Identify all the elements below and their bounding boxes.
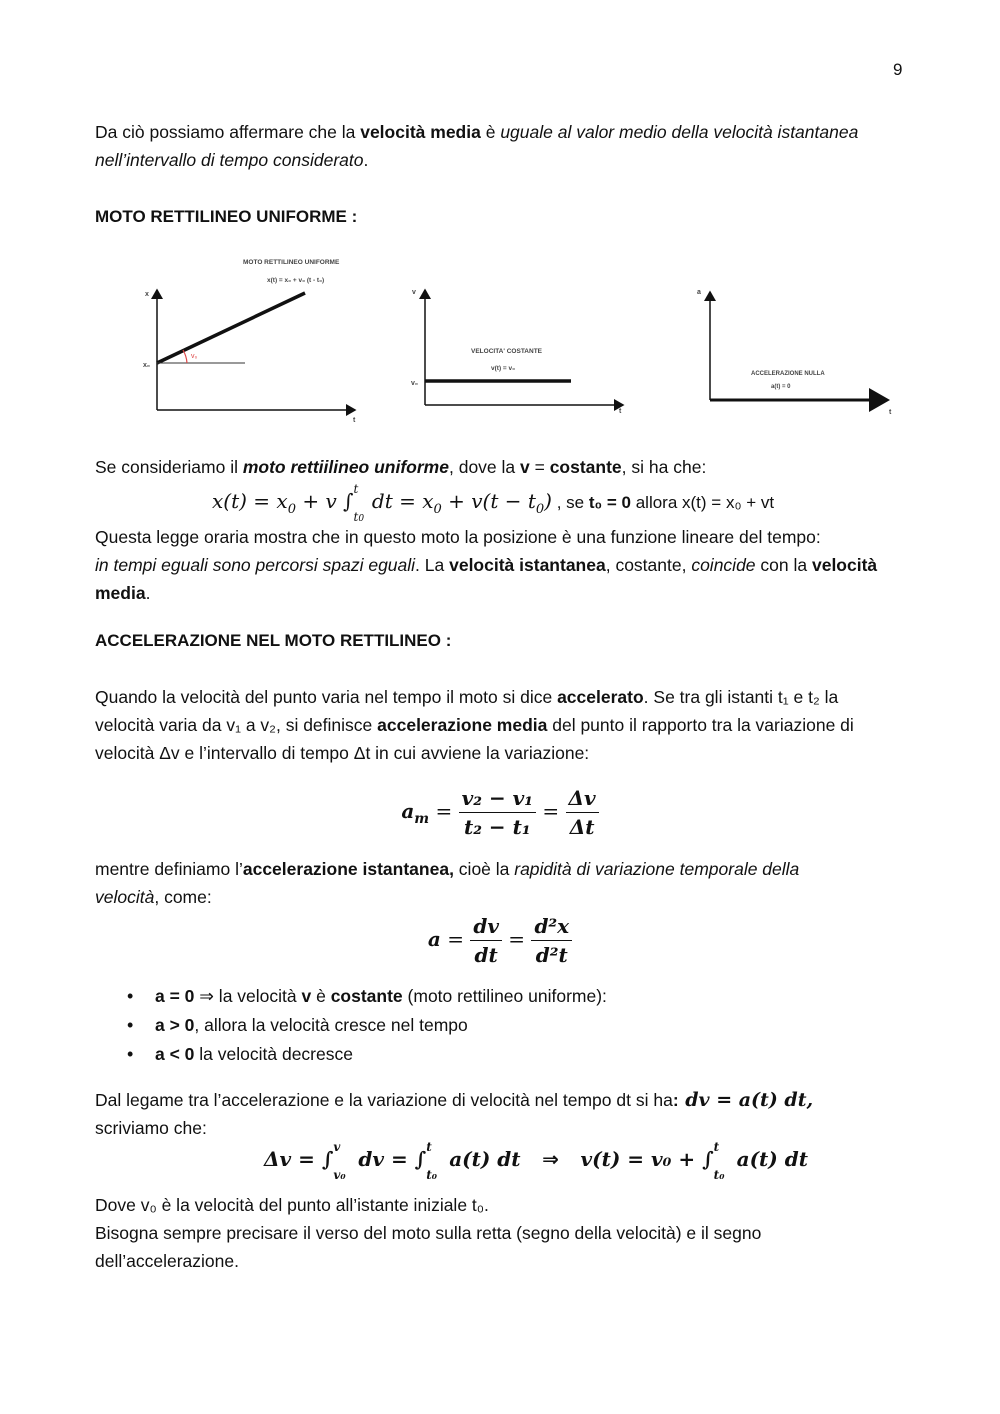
math-run: Δv = ∫ xyxy=(264,1147,334,1171)
text-run: ⇒ la velocità xyxy=(194,986,302,1006)
integral-upper-limit: v xyxy=(333,1140,341,1154)
bold-run: a > 0 xyxy=(155,1015,195,1035)
math-run: = xyxy=(501,926,532,951)
acceleration-time-graph xyxy=(697,289,892,416)
position-law-equation xyxy=(212,482,932,525)
graph2-title: VELOCITA' COSTANTE xyxy=(471,348,542,355)
page-number: 9 xyxy=(893,60,903,79)
bold-run: accelerazione media xyxy=(377,715,548,735)
graph2-formula: v(t) = v₀ xyxy=(491,365,516,372)
math-run: x(t) = x xyxy=(212,489,288,513)
math-run: = xyxy=(536,798,566,823)
italic-run: nell’intervallo di tempo considerato xyxy=(95,150,364,170)
implies-arrow-icon: ⇒ xyxy=(542,1147,559,1171)
text-run: , se xyxy=(551,493,589,512)
graph3-formula: a(t) = 0 xyxy=(771,384,791,390)
text-run: , costante, xyxy=(605,555,692,575)
section-heading-acceleration: ACCELERAZIONE NEL MOTO RETTILINEO : xyxy=(95,631,452,650)
math-sub: 0 xyxy=(535,502,545,517)
italic-run: rapidità di variazione temporale della xyxy=(514,859,800,879)
integral-upper-limit: t xyxy=(426,1140,432,1154)
list-item xyxy=(95,982,915,1011)
graph1-start-label: x₀ xyxy=(143,362,151,369)
bold-run: a = 0 xyxy=(155,986,195,1006)
math-sub: 0 xyxy=(358,514,365,524)
fraction xyxy=(459,784,536,841)
text-run: Se consideriamo il xyxy=(95,457,243,477)
text-run: Da ciò possiamo affermare che la xyxy=(95,122,361,142)
bold-run: v xyxy=(301,986,312,1006)
bold-run: t₀ = 0 xyxy=(588,493,631,512)
integral-lower-limit: v₀ xyxy=(333,1168,346,1182)
graph3-y-label: a xyxy=(697,289,701,296)
text-run: , si ha che: xyxy=(621,457,707,477)
text-run: , dove la xyxy=(448,457,521,477)
average-acceleration-equation xyxy=(0,784,1000,841)
text-run: con la xyxy=(755,555,812,575)
fraction xyxy=(566,784,599,841)
position-line xyxy=(157,293,305,363)
bold-run: a < 0 xyxy=(155,1044,195,1064)
text-run: . Se tra gli istanti t₁ e t₂ la xyxy=(643,687,839,707)
integral-upper-limit: t xyxy=(353,482,359,496)
text-run: è xyxy=(311,986,331,1006)
math-run: + v ∫ xyxy=(295,489,354,513)
text-run: = xyxy=(529,457,550,477)
numerator: Δv xyxy=(566,784,599,813)
bold-run: velocità media xyxy=(360,122,481,142)
closing-paragraph xyxy=(95,1191,915,1275)
text-run: Quando la velocità del punto varia nel tempo il moto si dice xyxy=(95,687,558,707)
numerator: d²x xyxy=(531,912,572,941)
velocity-integral-equation xyxy=(264,1140,808,1182)
math-run: dv = ∫ xyxy=(351,1147,427,1171)
graph1-x-label: t xyxy=(353,417,356,424)
integral-lower-limit: t₀ xyxy=(713,1168,725,1182)
denominator: Δt xyxy=(569,815,595,839)
text-run: . xyxy=(145,583,151,603)
list-item xyxy=(95,1040,915,1069)
integral-upper-limit: t xyxy=(713,1140,720,1154)
text-run: , come: xyxy=(154,887,212,907)
bold-run: velocità istantanea xyxy=(449,555,606,575)
graph2-level-label: v₀ xyxy=(411,380,419,387)
section-heading-uniform-motion: MOTO RETTILINEO UNIFORME : xyxy=(95,207,358,226)
graph2-x-label: t xyxy=(619,408,622,415)
math-run: a xyxy=(401,798,415,823)
graph2-y-label: v xyxy=(412,289,416,296)
text-run: del punto il rapporto tra la variazione di xyxy=(547,715,854,735)
uniform-motion-explanation xyxy=(95,523,915,607)
position-time-graph xyxy=(143,259,356,424)
text-run: cioè la xyxy=(453,859,515,879)
text-run: Bisogna sempre precisare il verso del moto sulla retta (segno della velocità) e il segno xyxy=(95,1223,762,1243)
instantaneous-acceleration-paragraph xyxy=(95,855,915,911)
inline-equation: dv = a(t) dt, xyxy=(678,1089,814,1111)
numerator: v₂ − v₁ xyxy=(459,784,536,813)
math-run: ) xyxy=(544,489,552,513)
bold-italic-run: moto rettiilineo uniforme xyxy=(242,457,449,477)
graph3-title: ACCELERAZIONE NULLA xyxy=(751,371,825,377)
text-run: (moto rettilineo uniforme): xyxy=(402,986,607,1006)
numerator: dv xyxy=(470,912,502,941)
intro-paragraph xyxy=(95,118,915,174)
math-run: a(t) dt xyxy=(729,1147,808,1171)
math-sub: m xyxy=(414,810,430,827)
denominator: dt xyxy=(474,943,498,967)
graph1-title: MOTO RETTILINEO UNIFORME xyxy=(243,259,340,266)
math-run: dt = x xyxy=(365,489,434,513)
text-run: la velocità decresce xyxy=(194,1044,353,1064)
math-run: + v(t − t xyxy=(441,489,536,513)
text-run: Dove v₀ è la velocità del punto all’istante iniziale t₀. xyxy=(95,1195,489,1215)
text-run: , allora la velocità cresce nel tempo xyxy=(194,1015,468,1035)
acceleration-definition-paragraph xyxy=(95,683,915,767)
text-run: velocità varia da v₁ a v₂, si definisce xyxy=(95,715,378,735)
acceleration-cases-list xyxy=(95,982,915,1069)
text-run: Dal legame tra l’accelerazione e la variazione di velocità nel tempo dt si ha xyxy=(95,1090,673,1110)
motion-graphs-figure xyxy=(95,250,915,430)
graph1-formula: x(t) = x₀ + v₀ (t - t₀) xyxy=(267,277,325,284)
text-run: dell’accelerazione. xyxy=(95,1251,239,1271)
math-sub: 0 xyxy=(287,502,296,517)
integral-lower-limit: t₀ xyxy=(426,1168,438,1182)
velocity-time-graph xyxy=(411,289,623,415)
math-run: = xyxy=(440,926,471,951)
text-run: allora x(t) = x₀ + vt xyxy=(631,493,775,512)
bold-run: velocità xyxy=(811,555,878,575)
fraction xyxy=(470,912,502,969)
text-run: scriviamo che: xyxy=(95,1118,207,1138)
bold-run: costante xyxy=(330,986,403,1006)
bold-run: accelerazione istantanea, xyxy=(242,859,454,879)
math-run: = xyxy=(429,798,459,823)
graph3-x-label: t xyxy=(889,409,892,416)
bold-run: : xyxy=(672,1090,679,1110)
uniform-motion-intro xyxy=(95,453,915,481)
text-run: . La xyxy=(415,555,450,575)
italic-run: uguale al valor medio della velocità istantanea xyxy=(500,122,859,142)
slope-angle-arc xyxy=(183,350,187,363)
fraction xyxy=(531,912,572,969)
list-item xyxy=(95,1011,915,1040)
italic-run: velocità xyxy=(95,887,155,907)
bold-run: costante xyxy=(549,457,622,477)
math-run: t xyxy=(353,510,359,524)
math-run: v(t) = v₀ + ∫ xyxy=(580,1147,714,1171)
instantaneous-acceleration-equation xyxy=(0,912,1000,969)
italic-run: coincide xyxy=(691,555,756,575)
italic-run: in tempi eguali sono percorsi spazi eguali xyxy=(95,555,416,575)
text-run: è xyxy=(480,122,501,142)
graph1-y-label: x xyxy=(145,291,149,298)
text-run: . xyxy=(363,150,369,170)
denominator: d²t xyxy=(535,943,568,967)
text-run: Questa legge oraria mostra che in questo moto la posizione è una funzione lineare del tempo: xyxy=(95,527,821,547)
text-run: velocità Δv e l’intervallo di tempo Δt in cui avviene la variazione: xyxy=(95,743,590,763)
graph1-slope-label: v₀ xyxy=(191,353,198,360)
math-run: a xyxy=(427,926,441,951)
math-sub: 0 xyxy=(433,502,442,517)
text-run: mentre definiamo l’ xyxy=(95,859,243,879)
math-run: a(t) dt xyxy=(442,1147,521,1171)
bold-run: accelerato xyxy=(557,687,644,707)
bold-run: media xyxy=(95,583,146,603)
velocity-integral-paragraph xyxy=(95,1086,925,1142)
bold-run: v xyxy=(520,457,530,477)
denominator: t₂ − t₁ xyxy=(463,815,531,839)
